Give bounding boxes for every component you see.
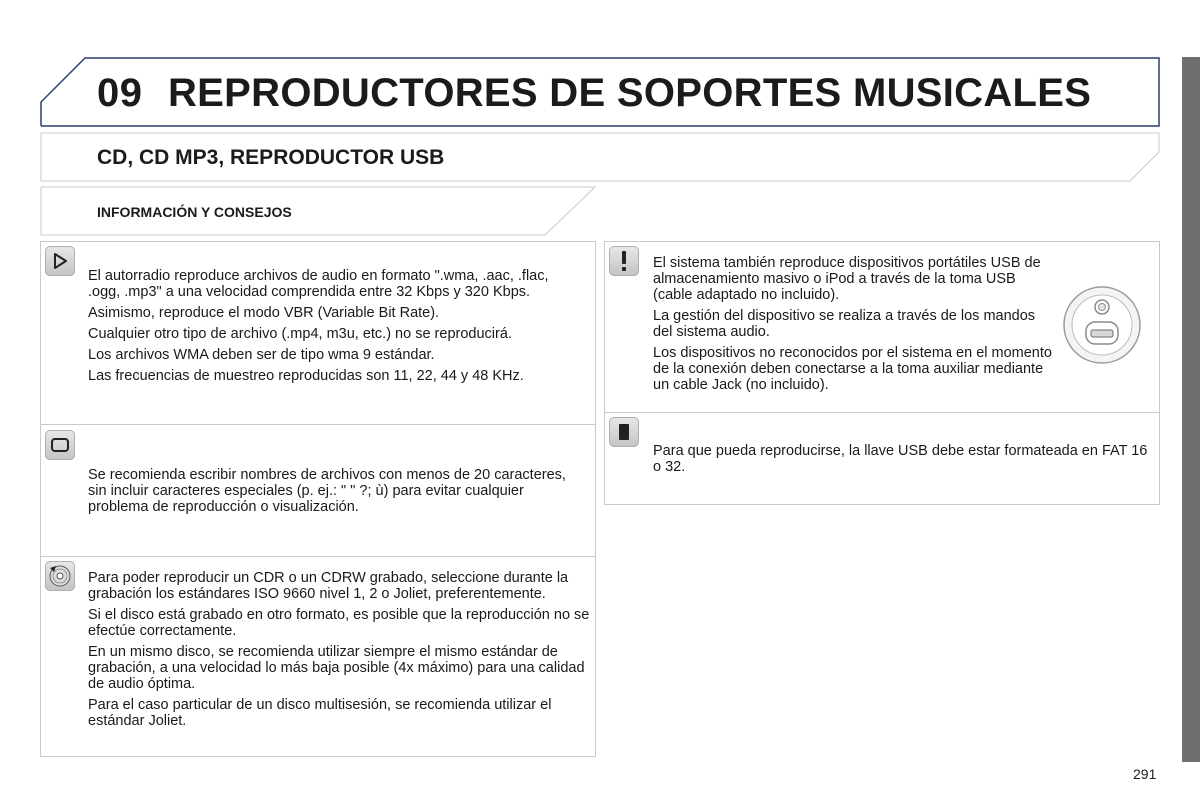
- usb-key-icon: [609, 417, 639, 447]
- paragraph: Los archivos WMA deben ser de tipo wma 9 estándar.: [88, 347, 435, 363]
- paragraph: Las frecuencias de muestreo reproducidas son 11, 22, 44 y 48 KHz.: [88, 368, 524, 384]
- page-number: 291: [1133, 766, 1157, 782]
- chapter-title: REPRODUCTORES DE SOPORTES MUSICALES: [168, 71, 1092, 115]
- right-divider: [604, 412, 1160, 413]
- filename-advice-text: [88, 467, 578, 520]
- warning-icon: [609, 246, 639, 276]
- chapter-number: 09: [97, 71, 143, 115]
- paragraph: Si el disco está grabado en otro formato, es posible que la reproducción no se efectúe correctamente.: [88, 607, 590, 639]
- paragraph: Cualquier otro tipo de archivo (.mp4, m3u, etc.) no se reproducirá.: [88, 326, 512, 342]
- format-info-text: [88, 268, 578, 389]
- paragraph: La gestión del dispositivo se realiza a través de los mandos del sistema audio.: [653, 308, 1036, 340]
- usb-format-text: [653, 443, 1153, 480]
- paragraph: Se recomienda escribir nombres de archivos con menos de 20 caracteres, sin incluir caracteres especiales (p. ej.: " " ?; ù) para evitar cualquier problema de reproducción o visualización.: [88, 467, 566, 515]
- left-divider-2: [40, 556, 596, 557]
- paragraph: Para que pueda reproducirse, la llave USB debe estar formateada en FAT 16 o 32.: [653, 443, 1148, 475]
- cd-recording-text: [88, 570, 593, 734]
- paragraph: El sistema también reproduce dispositivos portátiles USB de almacenamiento masivo o iPod a través de la toma USB (cable adaptado no incluido).: [653, 255, 1041, 303]
- paragraph: Para el caso particular de un disco multisesión, se recomienda utilizar el estándar Joliet.: [88, 697, 552, 729]
- paragraph: Los dispositivos no reconocidos por el sistema en el momento de la conexión deben conectarse a la toma auxiliar mediante un cable Jack (no incluido).: [653, 345, 1052, 393]
- section-title: CD, CD MP3, REPRODUCTOR USB: [97, 146, 445, 169]
- left-divider-1: [40, 424, 596, 425]
- rounded-square-icon: [45, 430, 75, 460]
- paragraph: Asimismo, reproduce el modo VBR (Variable Bit Rate).: [88, 305, 440, 321]
- chapter-side-tab: [1182, 57, 1200, 762]
- usb-device-text: [653, 255, 1053, 398]
- subsection-title: INFORMACIÓN Y CONSEJOS: [97, 204, 292, 220]
- play-icon: [45, 246, 75, 276]
- paragraph: El autorradio reproduce archivos de audio en formato ".wma, .aac, .flac, .ogg, .mp3" a una velocidad comprendida entre 32 Kbps y 320 Kbps.: [88, 268, 549, 300]
- usb-port-icon: [1062, 285, 1142, 365]
- disc-icon: [45, 561, 75, 591]
- paragraph: En un mismo disco, se recomienda utilizar siempre el mismo estándar de grabación, a una velocidad lo más baja posible (4x máximo) para una calidad de audio óptima.: [88, 644, 585, 692]
- paragraph: Para poder reproducir un CDR o un CDRW grabado, seleccione durante la grabación los estándares ISO 9660 nivel 1, 2 o Joliet, preferentemente.: [88, 570, 569, 602]
